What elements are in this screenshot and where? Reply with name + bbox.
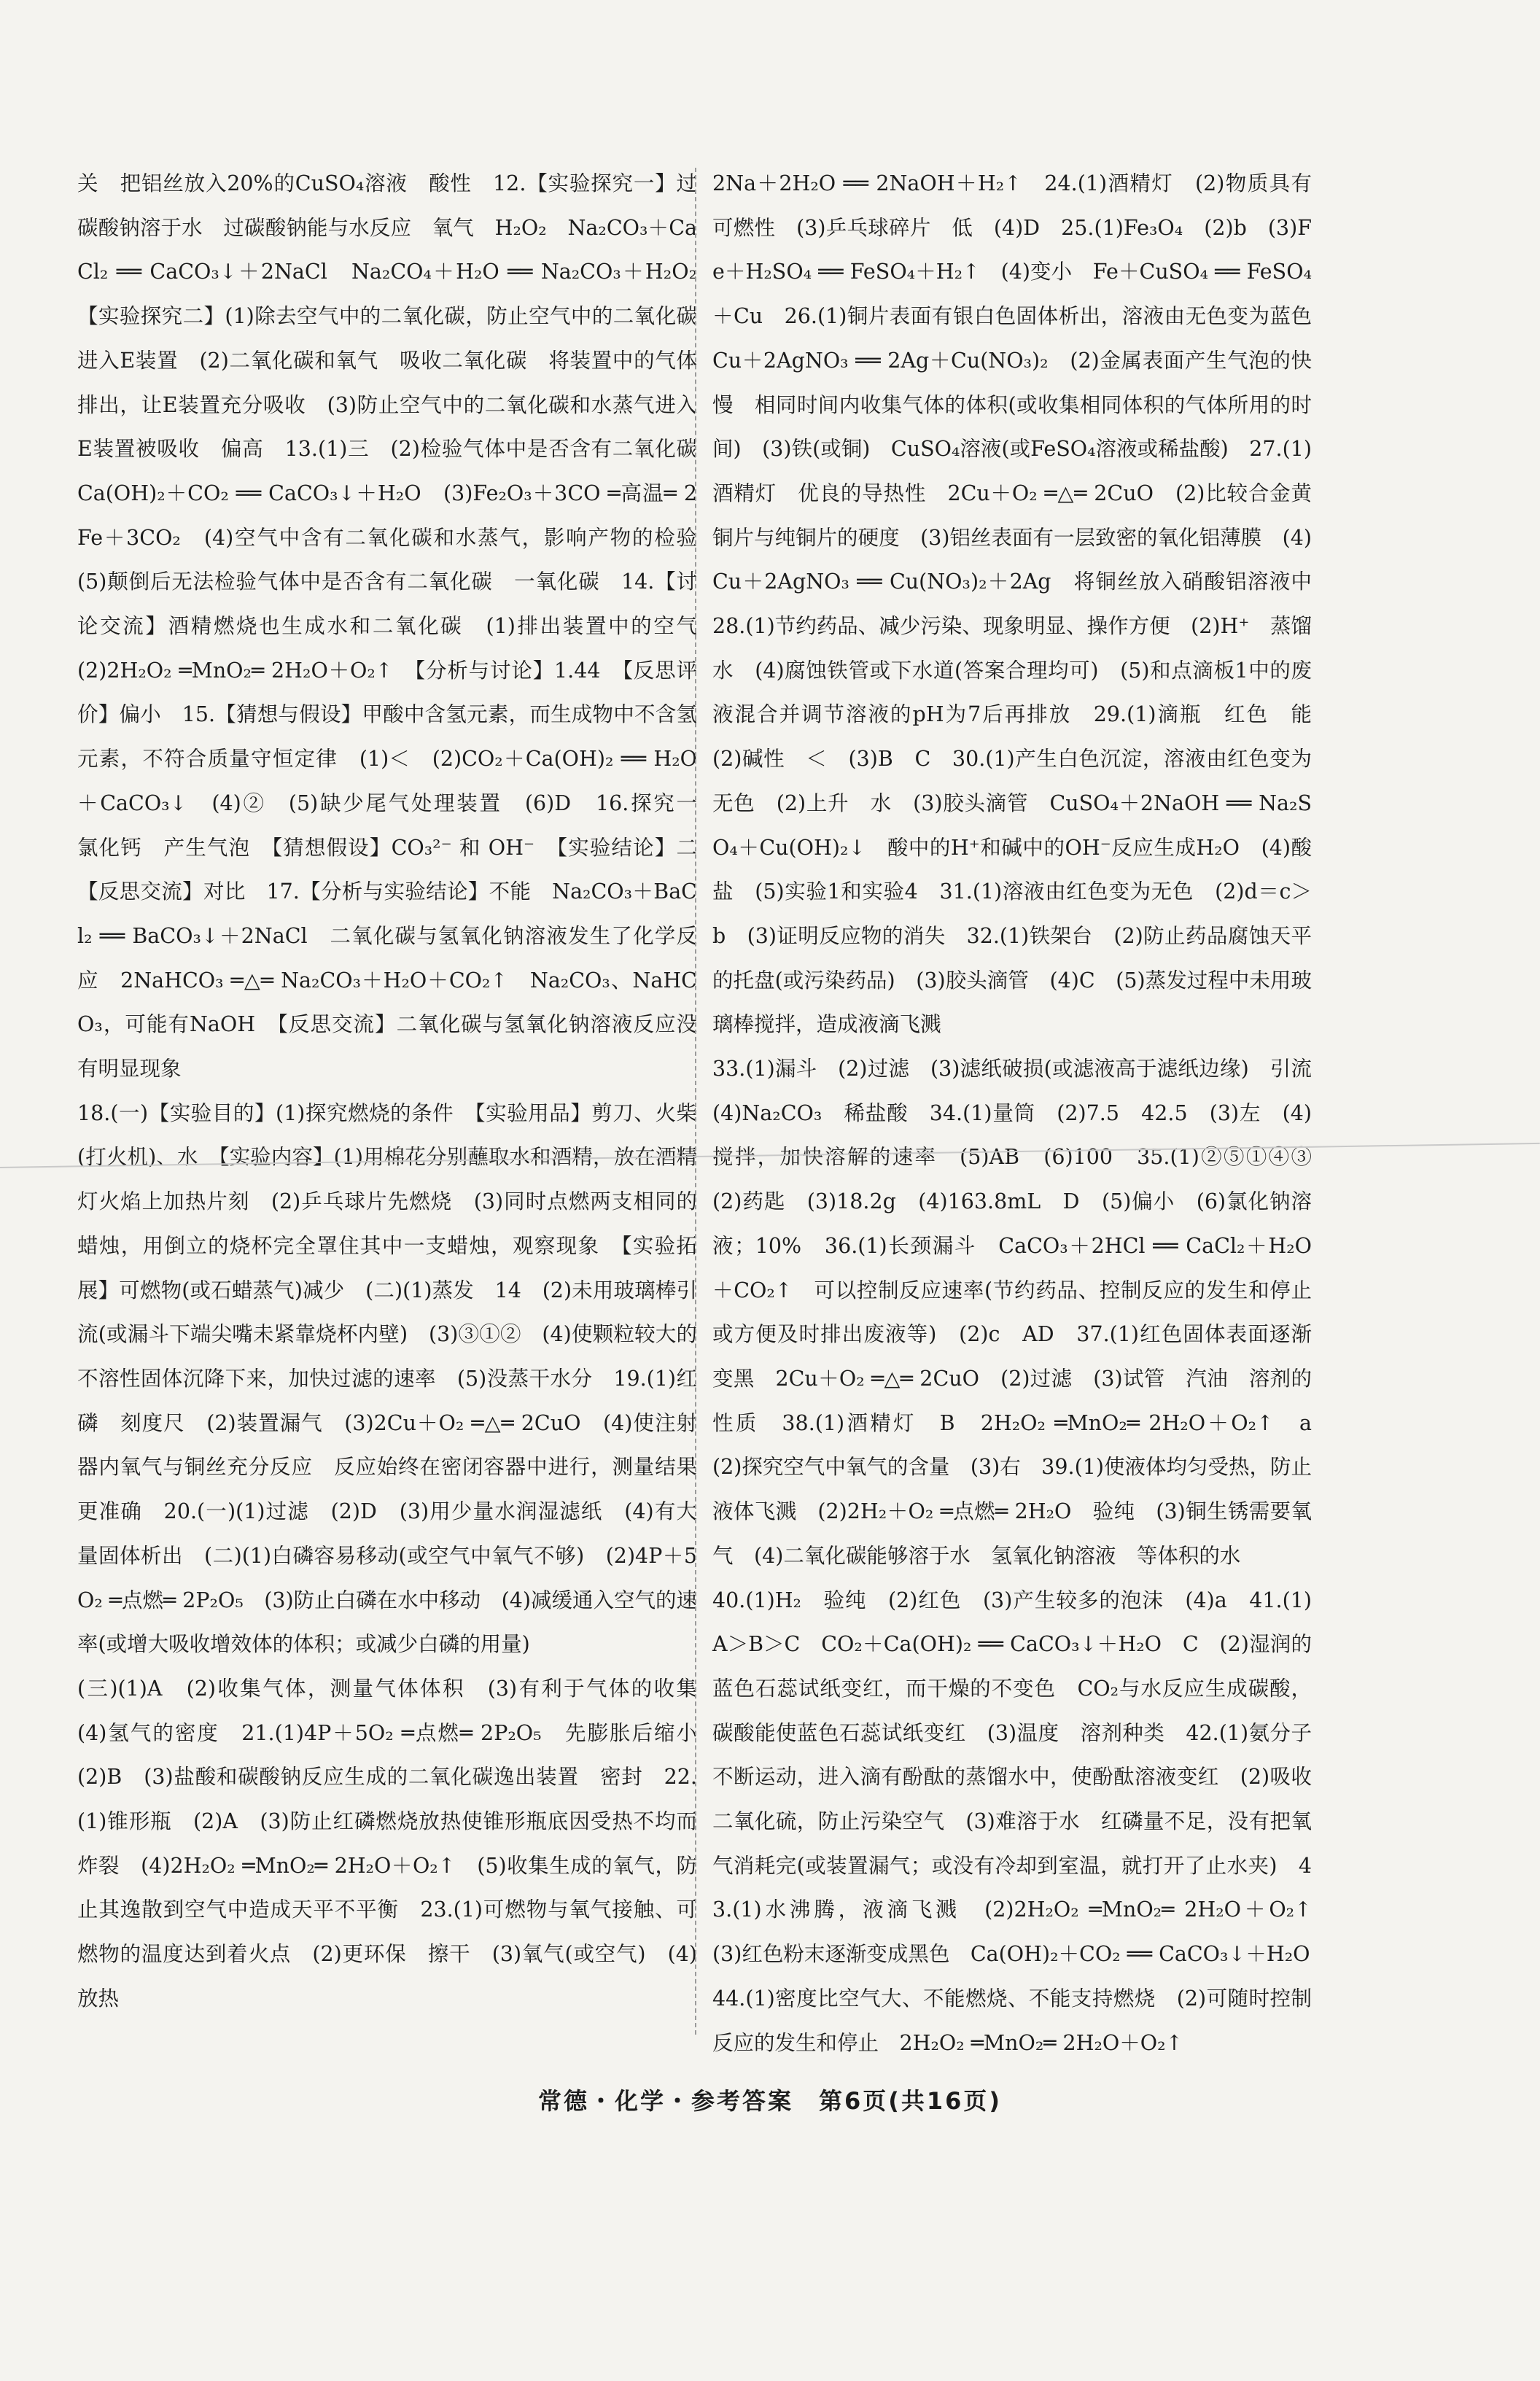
answer-block: 33.(1)漏斗 (2)过滤 (3)滤纸破损(或滤液高于滤纸边缘) 引流 (4)Na₂CO₃ 稀盐酸 34.(1)量筒 (2)7.5 42.5 (3)左 (4)搅拌，加快溶解的速率 (5)AB (6)100 35.(1)②⑤①④③ (2)药匙 (3)18.2g (4)163.8mL D (5)偏小 (6)氯化钠溶液；10% 36.(1)长颈漏斗 CaCO₃＋2HCl ══ CaCl₂＋H₂O＋CO₂↑ 可以控制反应速率(节约药品、控制反应的发生和停止或方便及时排出废液等) (2)c AD 37.(1)红色固体表面逐渐变黑 2Cu＋O₂ ═△═ 2CuO (2)过滤 (3)试管 汽油 溶剂的性质 38.(1)酒精灯 B 2H₂O₂ ═MnO₂═ 2H₂O＋O₂↑ a (2)探究空气中氧气的含量 (3)右 39.(1)使液体均匀受热，防止液体飞溅 (2)2H₂＋O₂ ═点燃═ 2H₂O 验纯 (3)铜生锈需要氧气 (4)二氧化碳能够溶于水 氢氧化钠溶液 等体积的水: [712, 1057, 1333, 1568]
column-divider: [695, 168, 696, 2035]
answer-block: (三)(1)A (2)收集气体，测量气体体积 (3)有利于气体的收集 (4)氢气的密度 21.(1)4P＋5O₂ ═点燃═ 2P₂O₅ 先膨胀后缩小 (2)B (3)盐酸和碳酸钠反应生成的二氧化碳逸出装置 密封 22.(1)锥形瓶 (2)A (3)防止红磷燃烧放热使锥形瓶底因受热不均而炸裂 (4)2H₂O₂ ═MnO₂═ 2H₂O＋O₂↑ (5)收集生成的氧气，防止其逸散到空气中造成天平不平衡 23.(1)可燃物与氧气接触、可燃物的温度达到着火点 (2)更环保 擦干 (3)氧气(或空气) (4)放热: [77, 1676, 718, 2011]
answer-block: 18.(一)【实验目的】(1)探究燃烧的条件 【实验用品】剪刀、火柴(打火机)、水 【实验内容】(1)用棉花分别蘸取水和酒精，放在酒精灯火焰上加热片刻 (2)乒乓球片先燃烧 (3)同时点燃两支相同的蜡烛，用倒立的烧杯完全罩住其中一支蜡烛，观察现象 【实验拓展】可燃物(或石蜡蒸气)减少 (二)(1)蒸发 14 (2)未用玻璃棒引流(或漏斗下端尖嘴未紧靠烧杯内壁) (3)③①② (4)使颗粒较大的不溶性固体沉降下来，加快过滤的速率 (5)没蒸干水分 19.(1)红磷 刻度尺 (2)装置漏气 (3)2Cu＋O₂ ═△═ 2CuO (4)使注射器内氧气与铜丝充分反应 反应始终在密闭容器中进行，测量结果更准确 20.(一)(1)过滤 (2)D (3)用少量水润湿滤纸 (4)有大量固体析出 (二)(1)白磷容易移动(或空气中氧气不够) (2)4P＋5O₂ ═点燃═ 2P₂O₅ (3)防止白磷在水中移动 (4)减缓通入空气的速率(或增大吸收增效体的体积；或减少白磷的用量): [77, 1100, 697, 1657]
answer-block: 关 把铝丝放入20%的CuSO₄溶液 酸性 12.【实验探究一】过碳酸钠溶于水 过碳酸钠能与水反应 氧气 H₂O₂ Na₂CO₃＋CaCl₂ ══ CaCO₃↓＋2NaCl Na₂CO₄＋H₂O ══ Na₂CO₃＋H₂O₂ 【实验探究二】(1)除去空气中的二氧化碳，防止空气中的二氧化碳进入E装置 (2)二氧化碳和氧气 吸收二氧化碳 将装置中的气体排出，让E装置充分吸收 (3)防止空气中的二氧化碳和水蒸气进入E装置被吸收 偏高 13.(1)三 (2)检验气体中是否含有二氧化碳 Ca(OH)₂＋CO₂ ══ CaCO₃↓＋H₂O (3)Fe₂O₃＋3CO ═高温═ 2Fe＋3CO₂ (4)空气中含有二氧化碳和水蒸气，影响产物的检验 (5)颠倒后无法检验气体中是否含有二氧化碳 一氧化碳 14.【讨论交流】酒精燃烧也生成水和二氧化碳 (1)排出装置中的空气 (2)2H₂O₂ ═MnO₂═ 2H₂O＋O₂↑ 【分析与讨论】1.44 【反思评价】偏小 15.【猜想与假设】甲酸中含氢元素，而生成物中不含氢元素，不符合质量守恒定律 (1)＜ (2)CO₂＋Ca(OH)₂ ══ H₂O＋CaCO₃↓ (4)② (5)缺少尾气处理装置 (6)D 16.探究一 氯化钙 产生气泡 【猜想假设】CO₃²⁻ 和 OH⁻ 【实验结论】二 【反思交流】对比 17.【分析与实验结论】不能 Na₂CO₃＋BaCl₂ ══ BaCO₃↓＋2NaCl 二氧化碳与氢氧化钠溶液发生了化学反应 2NaHCO₃ ═△═ Na₂CO₃＋H₂O＋CO₂↑ Na₂CO₃、NaHCO₃，可能有NaOH 【反思交流】二氧化碳与氢氧化钠溶液反应没有明显现象: [77, 171, 718, 1081]
answer-block: 40.(1)H₂ 验纯 (2)红色 (3)产生较多的泡沫 (4)a 41.(1)A＞B＞C CO₂＋Ca(OH)₂ ══ CaCO₃↓＋H₂O C (2)湿润的蓝色石蕊试纸变红，而干燥的不变色 CO₂与水反应生成碳酸，碳酸能使蓝色石蕊试纸变红 (3)温度 溶剂种类 42.(1)氨分子不断运动，进入滴有酚酞的蒸馏水中，使酚酞溶液变红 (2)吸收二氧化硫，防止污染空气 (3)难溶于水 红磷量不足，没有把氧气消耗完(或装置漏气；或没有冷却到室温，就打开了止水夹) 43.(1)水沸腾，液滴飞溅 (2)2H₂O₂ ═MnO₂═ 2H₂O＋O₂↑ (3)红色粉末逐渐变成黑色 Ca(OH)₂＋CO₂ ══ CaCO₃↓＋H₂O: [712, 1588, 1333, 1967]
right-answer-column: [712, 162, 1333, 2065]
left-answer-column: [77, 162, 718, 2021]
answer-block: 44.(1)密度比空气大、不能燃烧、不能支持燃烧 (2)可随时控制反应的发生和停止 2H₂O₂ ═MnO₂═ 2H₂O＋O₂↑: [712, 1986, 1312, 2055]
answer-block: 2Na＋2H₂O ══ 2NaOH＋H₂↑ 24.(1)酒精灯 (2)物质具有可燃性 (3)乒乓球碎片 低 (4)D 25.(1)Fe₃O₄ (2)b (3)Fe＋H₂SO₄ ══ FeSO₄＋H₂↑ (4)变小 Fe＋CuSO₄ ══ FeSO₄＋Cu 26.(1)铜片表面有银白色固体析出，溶液由无色变为蓝色 Cu＋2AgNO₃ ══ 2Ag＋Cu(NO₃)₂ (2)金属表面产生气泡的快慢 相同时间内收集气体的体积(或收集相同体积的气体所用的时间) (3)铁(或铜) CuSO₄溶液(或FeSO₄溶液或稀盐酸) 27.(1)酒精灯 优良的导热性 2Cu＋O₂ ═△═ 2CuO (2)比较合金黄铜片与纯铜片的硬度 (3)铝丝表面有一层致密的氧化铝薄膜 (4)Cu＋2AgNO₃ ══ Cu(NO₃)₂＋2Ag 将铜丝放入硝酸铝溶液中 28.(1)节约药品、减少污染、现象明显、操作方便 (2)H⁺ 蒸馏水 (4)腐蚀铁管或下水道(答案合理均可) (5)和点滴板1中的废液混合并调节溶液的pH为7后再排放 29.(1)滴瓶 红色 能 (2)碱性 ＜ (3)B C 30.(1)产生白色沉淀，溶液由红色变为无色 (2)上升 水 (3)胶头滴管 CuSO₄＋2NaOH ══ Na₂SO₄＋Cu(OH)₂↓ 酸中的H⁺和碱中的OH⁻反应生成H₂O (4)酸 盐 (5)实验1和实验4 31.(1)溶液由红色变为无色 (2)d＝c＞b (3)证明反应物的消失 32.(1)铁架台 (2)防止药品腐蚀天平的托盘(或污染药品) (3)胶头滴管 (4)C (5)蒸发过程中未用玻璃棒搅拌，造成液滴飞溅: [712, 171, 1333, 1037]
page-footer: 常德・化学・参考答案 第6页(共16页): [537, 2087, 1003, 2115]
